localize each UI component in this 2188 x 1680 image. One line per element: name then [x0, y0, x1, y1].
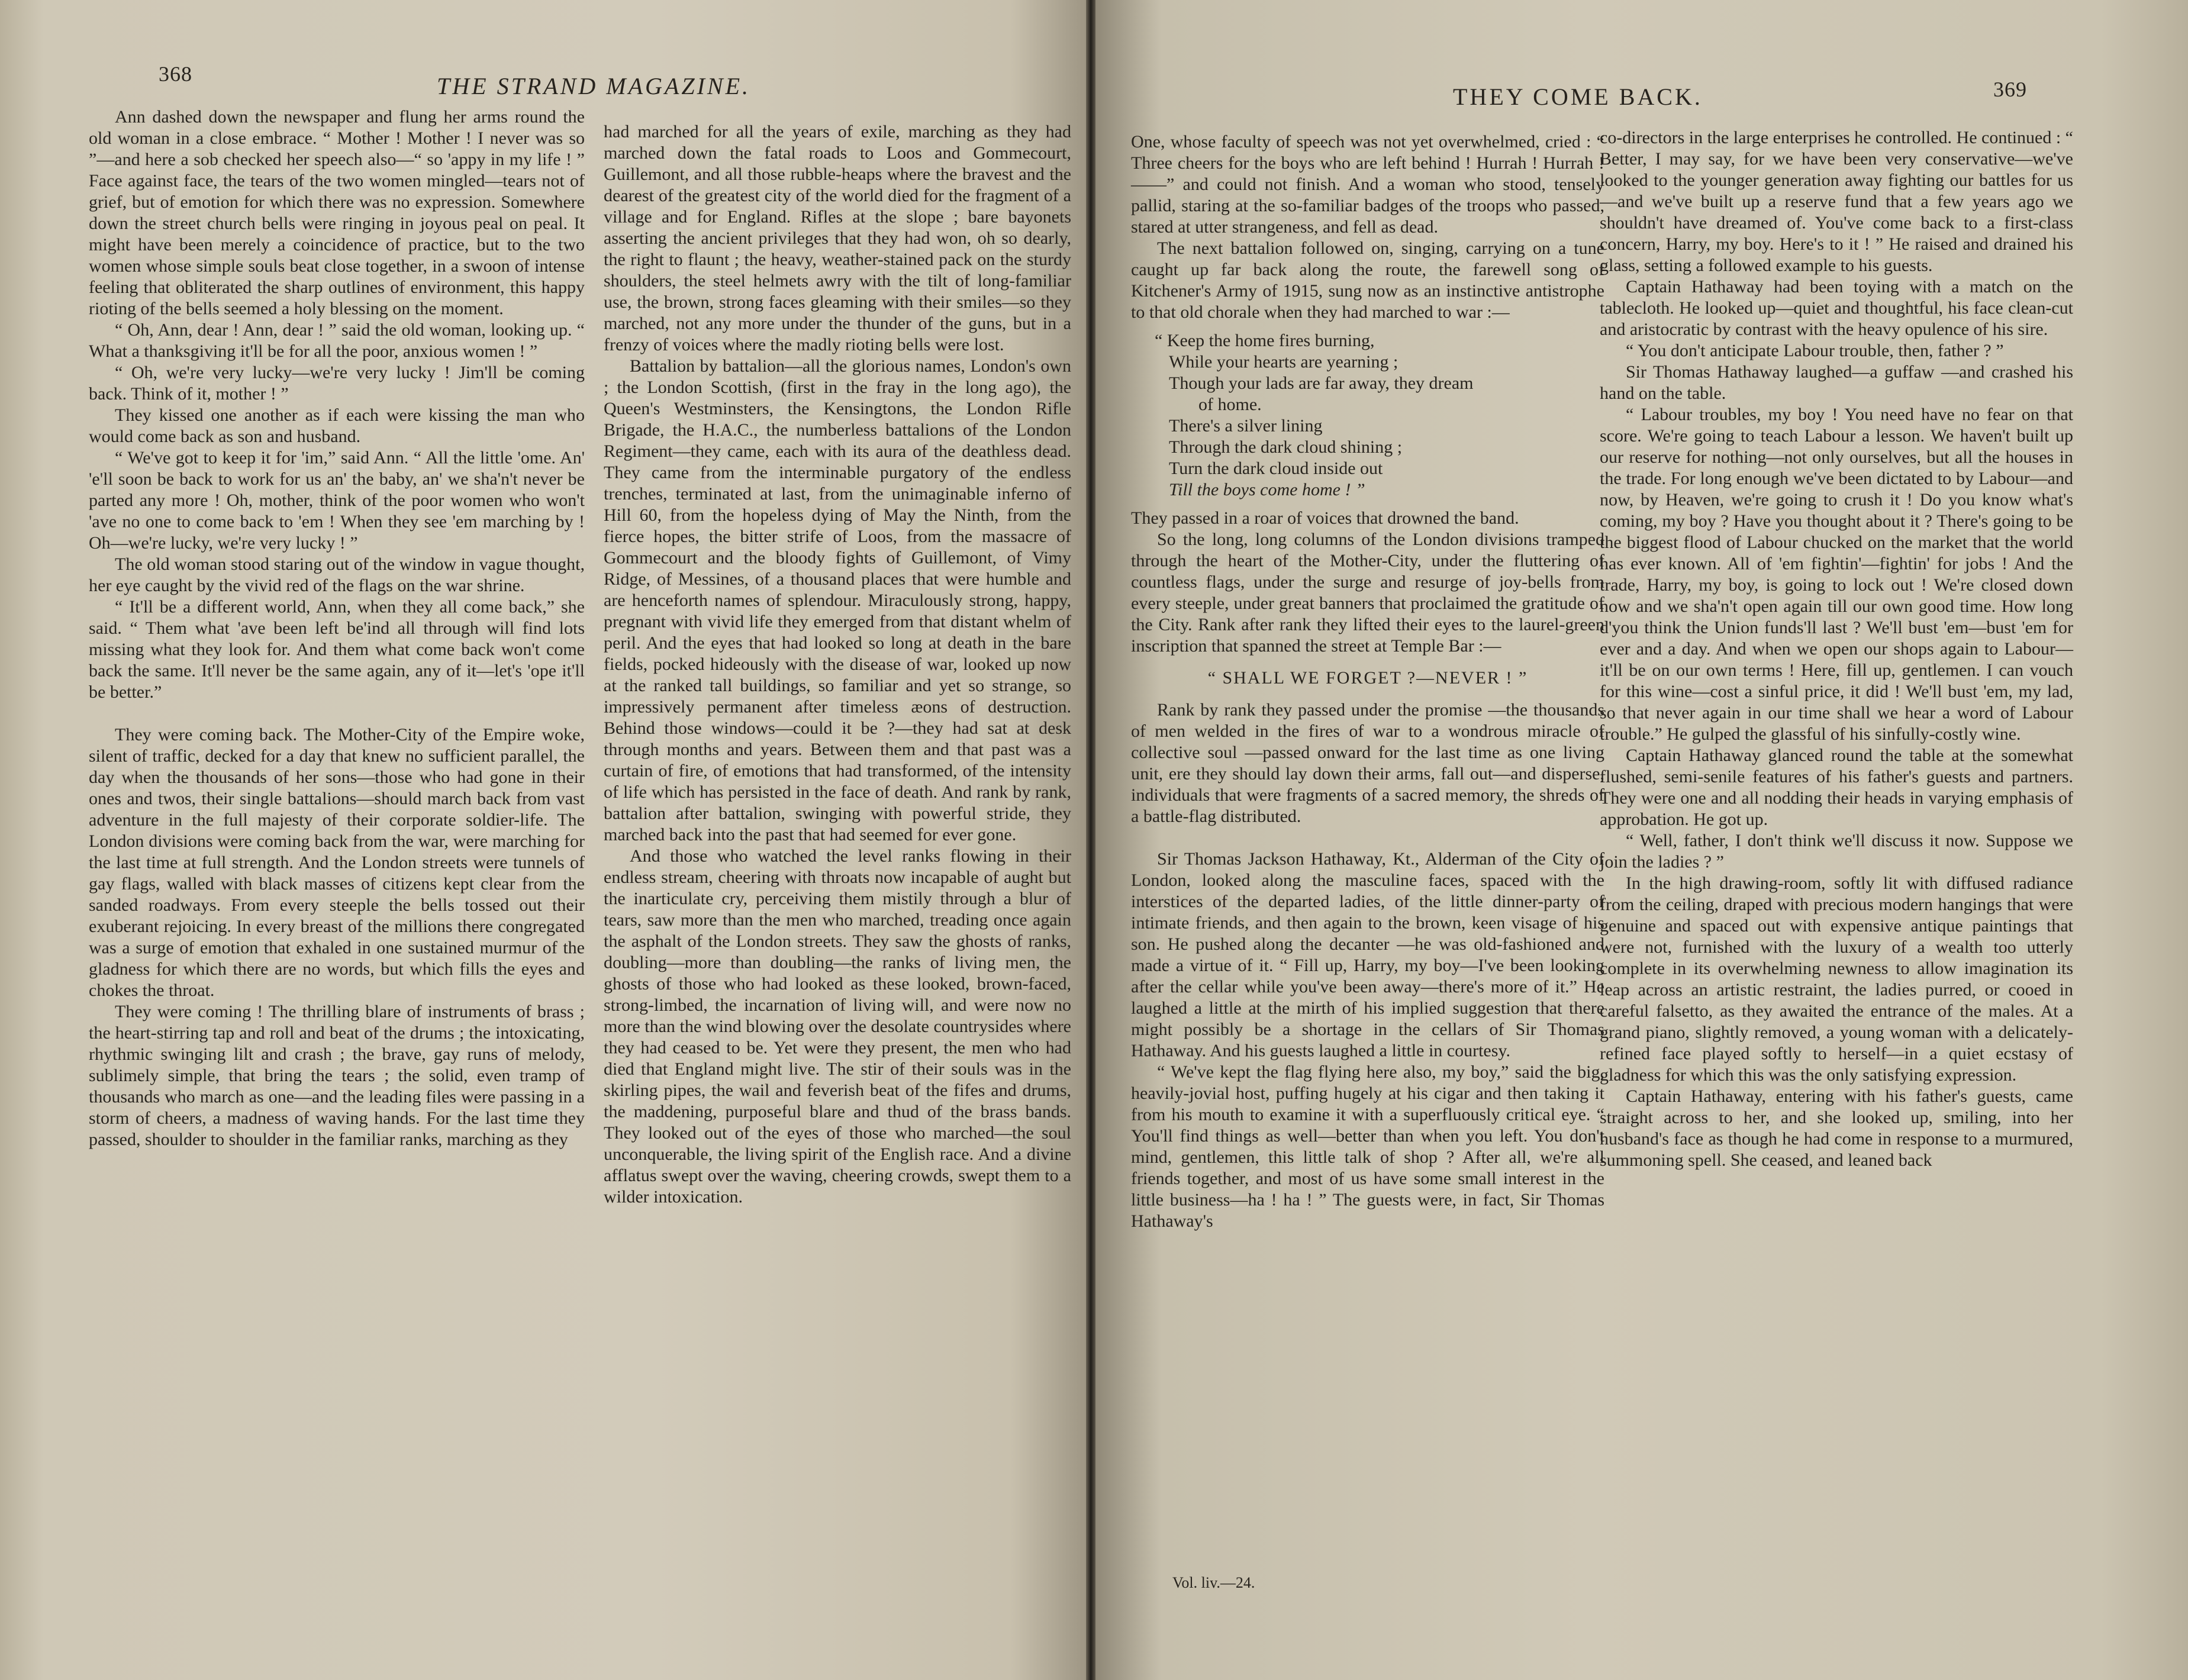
paragraph: One, whose faculty of speech was not yet overwhelmed, cried : “ Three cheers for the boys who are left behind ! Hurrah ! Hurrah !——” and could not finish. And a woman who stood, tensely pallid, staring at the so-familiar badges of the troops who passed, stared at utter strangeness, and fell as dead.	[1131, 132, 1604, 237]
paragraph: “ It'll be a different world, Ann, when they all come back,” she said. “ Them what 'ave been left be'ind all through will find lots missing what they look for. And them what come back won't come back the same. It'll never be the same again, any of it—let's 'ope it'll be better.”	[89, 597, 585, 702]
paragraph: had marched for all the years of exile, marching as they had marched down the fatal roads to Loos and Gommecourt, Guillemont, and all those rubble-heaps where the bravest and the dearest of the greatest city of the world died for the fragment of a village and for England. Rifles at the slope ; bare bayonets asserting the ancient privileges that they had won, oh so dearly, the right to flaunt ; the heavy, weather-stained pack on the sturdy shoulders, the steel helmets awry with the tilt of long-familiar use, the brown, strong faces gleaming with their smiles—so they marched, not any more under the thunder of the guns, but in a frenzy of voices where the madly rioting bells were lost.	[604, 122, 1071, 354]
paragraph: In the high drawing-room, softly lit with diffused radiance from the ceiling, draped with precious modern hangings that were genuine and spaced out with expensive antique paintings that were not, furnished with the luxury of a wealth too utterly complete in its overwhelming newness to allow imagination its leap across an artistic restraint, the ladies purred, or cooed in careful falsetto, as they awaited the entrance of the males. At a grand piano, slightly removed, a young woman with a delicately-refined face played softly to herself—in a quiet ecstasy of gladness for which this was the only satisfying expression.	[1600, 873, 2073, 1085]
paragraph: The next battalion followed on, singing, carrying on a tune caught up far back along the route, the farewell song of Kitchener's Army of 1915, sung now as an instinctive antistrophe to that old chorale when they had marched to war :—	[1131, 238, 1604, 322]
song-verse	[1155, 330, 1604, 501]
right-column-1	[1131, 131, 1604, 1232]
paragraph: Battalion by battalion—all the glorious names, London's own ; the London Scottish, (first in the fray in the long ago), the Queen's Westminsters, the Kensingtons, the London Rifle Brigade, the H.A.C., the numberless battalions of the London Regiment—they came, each with its aura of the deathless dead. They came from the interminable purgatory of the endless trenches, terminated at last, from the unimaginable inferno of Hill 60, from the hopeless dying of May the Ninth, from the fierce hopes, the bitter strife of Loos, from the massacre of Gommecourt and the bloody fights of Guillemont, of Vimy Ridge, of Messines, of a thousand places that were humble and are henceforth names of splendour. Miraculously strong, happy, pregnant with vivid life they emerged from that distant whelm of peril. And the eyes that had looked so long at death in the bare fields, pocked hideously with the disease of war, looked up now at the ranked tall buildings, so familiar and yet so strange, so impressively permanent after timeless æons of destruction. Behind those windows—could it be ?—they had sat at desk through months and years. Between them and that past was a curtain of fire, of emotions that had transformed, of the intensity of life which has persisted in the face of death. And rank by rank, battalion after battalion, swinging with powerful stride, they marched back into the past that had seemed for ever gone.	[604, 356, 1071, 844]
paragraph: They were coming back. The Mother-City of the Empire woke, silent of traffic, decked for a day that knew no sufficient parallel, the day when the thousands of her sons—those who had gone in their ones and twos, their single battalions—should march back from vast adventure in the full majesty of their corporate soldier-life. The London divisions were coming back from the war, were marching for the last time at full strength. And the London streets were tunnels of gay flags, walled with black masses of citizens kept clear from the sanded roadways. From every steeple the bells tossed out their exuberant rejoicing. In every breast of the millions there congregated was a surge of emotion that exhaled in one sustained murmur of the gladness for which there are no words, but which fills the eyes and chokes the throat.	[89, 725, 585, 1000]
left-column-2	[604, 121, 1071, 1208]
verse-line: Till the boys come home ! ”	[1169, 480, 1365, 499]
paragraph: The old woman stood staring out of the window in vague thought, her eye caught by the vivid red of the flags on the war shrine.	[89, 554, 585, 595]
paragraph: “ Labour troubles, my boy ! You need have no fear on that score. We're going to teach Labour a lesson. We haven't built up our reserve for nothing—not only ourselves, but all the houses in the trade. For long enough we've been dictated to by Labour—and now, by Heaven, we're going to crush it ! Do you know what's coming, my boy ? Have you thought about it ? There's going to be the biggest flood of Labour chucked on the market that the world has ever known. All of 'em fightin'—fightin' for jobs ! And the trade, Harry, my boy, is going to lock out ! We're closed down now and we sha'n't open again till our own good time. How long d'you think the Union funds'll last ? We'll bust 'em—bust 'em for ever and a day. And when we open our shops again to Labour—it'll be on our own terms ! Here, fill up, gentlemen. I can vouch for this wine—cost a sinful price, it did ! We'll bust 'em, my lad, so that never again in our time shall we hear a word of Labour trouble.” He gulped the glassful of his sinfully-costly wine.	[1600, 405, 2073, 744]
running-head-right: THEY COME BACK.	[1453, 83, 1703, 110]
banner-inscription: “ SHALL WE FORGET ?—NEVER ! ”	[1207, 668, 1528, 688]
verse-line: While your hearts are yearning ;	[1169, 352, 1398, 372]
verse-line: Though your lads are far away, they dream	[1169, 373, 1474, 393]
paragraph: co-directors in the large enterprises he controlled. He continued : “ Better, I may say, for we have been very conservative—we've looked to the younger generation away fighting our battles for us—and we've built up a reserve fund that a few years ago we shouldn't have dreamed of. You've come back to a first-class concern, Harry, my boy. Here's to it ! ” He raised and drained his glass, setting a followed example to his guests.	[1600, 128, 2073, 275]
paragraph: “ Oh, Ann, dear ! Ann, dear ! ” said the old woman, looking up. “ What a thanksgiving it'll be for all the poor, anxious women ! ”	[89, 320, 585, 361]
paragraph: Rank by rank they passed under the promise —the thousands of men welded in the fires of war to a wondrous miracle of collective soul —passed onward for the last time as one living unit, ere they should lay down their arms, fall out—and disperse, individuals that were fragments of a sacred memory, the shreds of a battle-flag distributed.	[1131, 700, 1604, 826]
left-page	[0, 0, 1086, 1680]
paragraph: “ You don't anticipate Labour trouble, then, father ? ”	[1626, 341, 2004, 360]
paragraph: “ We've got to keep it for 'im,” said Ann. “ All the little 'ome. An' 'e'll soon be back to work for us an' the baby, an' we sha'n't never be parted any more ! Oh, mother, think of the poor women who won't 'ave no one to come back to 'em ! When they see 'em marching by ! Oh—we're lucky, we're very lucky ! ”	[89, 448, 585, 553]
paragraph: They were coming ! The thrilling blare of instruments of brass ; the heart-stirring tap and roll and beat of the drums ; the intoxicating, rhythmic swinging lilt and crash ; the brave, gay runs of melody, sublimely simple, that bring the tears ; the solid, even tramp of thousands who march as one—and the leading files were passing in a storm of cheers, a madness of waving hands. For the last time they passed, shoulder to shoulder in the familiar ranks, marching as they	[89, 1002, 585, 1149]
paragraph: “ Oh, we're very lucky—we're very lucky ! Jim'll be coming back. Think of it, mother ! ”	[89, 363, 585, 404]
page-number-right: 369	[1993, 78, 2027, 101]
paragraph: Sir Thomas Jackson Hathaway, Kt., Alderman of the City of London, looked along the masculine faces, spaced with the interstices of the departed ladies, of the little dinner-party of intimate friends, and then again to the brown, keen visage of his son. He pushed along the decanter —he was old-fashioned and made a virtue of it. “ Fill up, Harry, my boy—I've been looking after the cellar while you've been away—there's more of it.” He laughed a little at the mirth of his implied suggestion that there might possibly be a shortage in the cellars of Sir Thomas Hathaway. And his guests laughed a little in courtesy.	[1131, 849, 1604, 1060]
paragraph: They passed in a roar of voices that drowned the band.	[1131, 508, 1519, 528]
paragraph: They kissed one another as if each were kissing the man who would come back as son and husband.	[89, 405, 585, 446]
verse-line: of home.	[1198, 395, 1262, 414]
paragraph: “ Well, father, I don't think we'll discuss it now. Suppose we join the ladies ? ”	[1600, 831, 2073, 872]
paragraph: And those who watched the level ranks flowing in their endless stream, cheering with throats now incapable of aught but the inarticulate cry, perceiving them mistily through a blur of tears, saw more than the men who marched, treading once again the asphalt of the London streets. They saw the ghosts of ranks, doubling—more than doubling—the ranks of living men, the ghosts of those who had looked as these looked, brown-faced, strong-limbed, the incarnation of living will, and were now no more than the wind blowing over the desolate countrysides where they had ceased to be. Yet were they present, the men who had died that England might live. The stir of their souls was in the skirling pipes, the wail and feverish beat of the fifes and drums, the maddening, purposeful blare and thud of the brass bands. They looked out of the eyes of those who marched—the soul unconquerable, the living spirit of the English race. And a divine afflatus swept over the waving, cheering crowds, swept them to a wilder intoxication.	[604, 846, 1071, 1207]
verse-line: Turn the dark cloud inside out	[1169, 459, 1383, 478]
verse-line: Through the dark cloud shining ;	[1169, 437, 1403, 457]
paragraph: Captain Hathaway, entering with his father's guests, came straight across to her, and she looked up, smiling, into her husband's face as though he had come in response to a murmured, summoning spell. She ceased, and leaned back	[1600, 1086, 2073, 1170]
book-gutter	[1086, 0, 1095, 1680]
verse-line: There's a silver lining	[1169, 416, 1323, 436]
paragraph: Captain Hathaway had been toying with a match on the tablecloth. He looked up—quiet and thoughtful, his face clean-cut and aristocratic by contrast with the heavy opulence of his sire.	[1600, 277, 2073, 339]
page-number-left: 368	[159, 62, 192, 86]
paragraph: “ We've kept the flag flying here also, my boy,” said the big, heavily-jovial host, puffing hugely at his cigar and then taking it from his mouth to examine it with a superfluously critical eye. “ You'll find things as well—better than when you left. You don't mind, gentlemen, this little talk of shop ? After all, we're all friends together, and most of us have some small interest in the little business—ha ! ha ! ” The guests were, in fact, Sir Thomas Hathaway's	[1131, 1062, 1604, 1231]
paragraph: Sir Thomas Hathaway laughed—a guffaw —and crashed his hand on the table.	[1600, 362, 2073, 403]
running-head-left: THE STRAND MAGAZINE.	[437, 73, 750, 99]
left-column-1	[89, 107, 585, 1150]
verse-line: “ Keep the home fires burning,	[1155, 331, 1375, 350]
right-column-2	[1600, 127, 2073, 1171]
right-page	[1095, 0, 2188, 1680]
paragraph: So the long, long columns of the London divisions tramped through the heart of the Mother-City, under the fluttering of countless flags, under the surge and resurge of joy-bells from every steeple, under great banners that proclaimed the gratitude of the City. Rank after rank they lifted their eyes to the laurel-green inscription that spanned the street at Temple Bar :—	[1131, 530, 1604, 656]
paragraph: Ann dashed down the newspaper and flung her arms round the old woman in a close embrace. “ Mother ! Mother ! I never was so ”—and here a sob checked her speech also—“ so 'appy in my life ! ” Face against face, the tears of the two women mingled—tears not of grief, but of emotion for which there was no expression. Somewhere down the street church bells were ringing in joyous peal on peal. It might have been merely a coincidence of practice, but to the two women whose simple souls beat close together, in a swoon of intense feeling that obliterated the sharp outlines of environment, this happy rioting of the bells seemed a holy blessing on the moment.	[89, 107, 585, 318]
paragraph: Captain Hathaway glanced round the table at the somewhat flushed, semi-senile features of his father's guests and partners. They were one and all nodding their heads in varying emphasis of approbation. He got up.	[1600, 746, 2073, 829]
volume-signature: Vol. liv.—24.	[1172, 1574, 1255, 1591]
